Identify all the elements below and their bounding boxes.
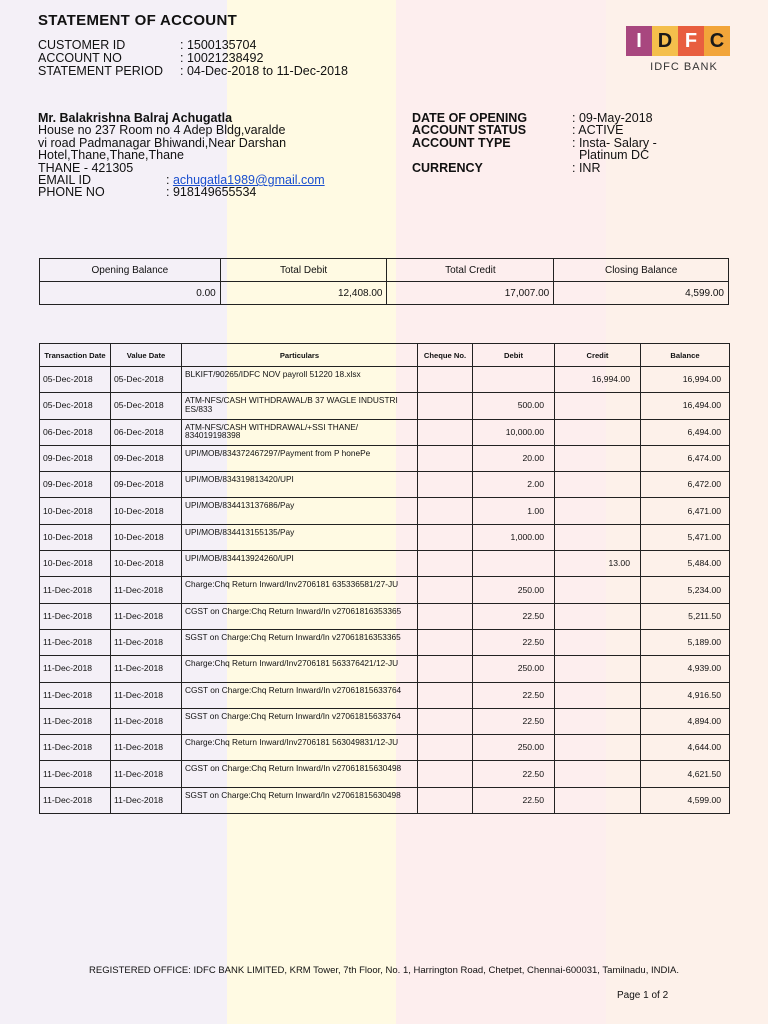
particulars-cell: UPI/MOB/834413155135/Pay: [182, 524, 418, 550]
table-row: [40, 367, 730, 393]
txn-date-cell: 11-Dec-2018: [40, 629, 111, 655]
balance-cell: 5,211.50: [641, 603, 730, 629]
phone-row: [38, 186, 325, 198]
particulars-cell: SGST on Charge:Chq Return Inward/In v27061815630498: [182, 787, 418, 813]
cheque-no-cell: [418, 577, 473, 603]
balance-cell: 4,621.50: [641, 761, 730, 787]
particulars-cell: CGST on Charge:Chq Return Inward/In v27061815633764: [182, 682, 418, 708]
credit-cell: [555, 577, 641, 603]
customer-name: Mr. Balakrishna Balraj Achugatla: [38, 111, 233, 125]
txn-date-cell: 11-Dec-2018: [40, 682, 111, 708]
particulars-cell: UPI/MOB/834413924260/UPI: [182, 551, 418, 577]
table-row: [40, 419, 730, 445]
credit-cell: 16,994.00: [555, 367, 641, 393]
account-label: [412, 149, 572, 161]
cheque-no-cell: [418, 393, 473, 419]
balance-cell: 4,644.00: [641, 735, 730, 761]
balance-cell: 5,234.00: [641, 577, 730, 603]
credit-cell: [555, 735, 641, 761]
value-date-cell: 09-Dec-2018: [111, 445, 182, 471]
value-date-cell: 10-Dec-2018: [111, 551, 182, 577]
cheque-no-cell: [418, 629, 473, 655]
address-line: vi road Padmanagar Bhiwandi,Near Darshan: [38, 135, 287, 150]
balance-cell: 5,471.00: [641, 524, 730, 550]
cheque-no-cell: [418, 367, 473, 393]
credit-cell: [555, 393, 641, 419]
account-value: : INR: [572, 160, 601, 175]
credit-cell: [555, 761, 641, 787]
txn-date-cell: 10-Dec-2018: [40, 524, 111, 550]
column-header: Balance: [641, 344, 730, 367]
balance-cell: 4,599.00: [641, 787, 730, 813]
table-row: [40, 629, 730, 655]
credit-cell: [555, 682, 641, 708]
value-date-cell: 05-Dec-2018: [111, 393, 182, 419]
cheque-no-cell: [418, 761, 473, 787]
credit-cell: [555, 445, 641, 471]
statement-title: STATEMENT OF ACCOUNT: [38, 12, 238, 29]
phone-value: : 918149655534: [166, 185, 257, 200]
cheque-no-cell: [418, 498, 473, 524]
debit-cell: 250.00: [473, 656, 555, 682]
value-date-cell: 11-Dec-2018: [111, 708, 182, 734]
particulars-cell: SGST on Charge:Chq Return Inward/In v27061816353365: [182, 629, 418, 655]
txn-date-cell: 11-Dec-2018: [40, 708, 111, 734]
meta-label: ACCOUNT NO: [38, 51, 122, 65]
email-link[interactable]: achugatla1989@gmail.com: [172, 173, 325, 187]
meta-value: : 10021238492: [180, 51, 264, 65]
particulars-cell: UPI/MOB/834372467297/Payment from P honePe: [182, 445, 418, 471]
table-row: [40, 524, 730, 550]
value-date-cell: 11-Dec-2018: [111, 603, 182, 629]
account-row-type-cont: [412, 149, 657, 161]
credit-cell: [555, 629, 641, 655]
table-row: [40, 735, 730, 761]
debit-cell: 20.00: [473, 445, 555, 471]
cheque-no-cell: [418, 682, 473, 708]
account-row-currency: [412, 162, 657, 174]
table-row: [40, 656, 730, 682]
meta-label: CUSTOMER ID: [38, 38, 126, 52]
summary-value: 17,007.00: [387, 282, 554, 305]
email-colon: :: [166, 173, 173, 187]
logo-bank-name: IDFC BANK: [650, 61, 718, 73]
transactions-body: [40, 367, 730, 814]
value-date-cell: 11-Dec-2018: [111, 761, 182, 787]
table-row: [40, 603, 730, 629]
logo-letter: F: [678, 26, 704, 56]
credit-cell: [555, 472, 641, 498]
table-row: [40, 445, 730, 471]
customer-address-block: [38, 112, 286, 174]
transactions-header-row: [40, 344, 730, 367]
txn-date-cell: 11-Dec-2018: [40, 761, 111, 787]
txn-date-cell: 11-Dec-2018: [40, 735, 111, 761]
debit-cell: 1,000.00: [473, 524, 555, 550]
debit-cell: 1.00: [473, 498, 555, 524]
cheque-no-cell: [418, 708, 473, 734]
table-row: [40, 708, 730, 734]
summary-value: 4,599.00: [554, 282, 729, 305]
account-label: ACCOUNT TYPE: [412, 135, 511, 150]
value-date-cell: 11-Dec-2018: [111, 787, 182, 813]
value-date-cell: 10-Dec-2018: [111, 498, 182, 524]
meta-row-statement-period: [38, 65, 348, 78]
particulars-cell: UPI/MOB/834413137686/Pay: [182, 498, 418, 524]
table-row: [40, 498, 730, 524]
txn-date-cell: 11-Dec-2018: [40, 787, 111, 813]
cheque-no-cell: [418, 787, 473, 813]
account-label: DATE OF OPENING: [412, 111, 528, 125]
account-label: ACCOUNT STATUS: [412, 123, 527, 138]
cheque-no-cell: [418, 603, 473, 629]
table-row: [40, 577, 730, 603]
txn-date-cell: 11-Dec-2018: [40, 603, 111, 629]
particulars-cell: ATM-NFS/CASH WITHDRAWAL/+SSI THANE/ 834019198398: [182, 419, 418, 445]
txn-date-cell: 05-Dec-2018: [40, 393, 111, 419]
txn-date-cell: 10-Dec-2018: [40, 498, 111, 524]
account-value: : 09-May-2018: [572, 111, 653, 125]
address-line: THANE - 421305: [38, 160, 134, 175]
summary-table: [39, 258, 729, 305]
column-header: Transaction Date: [40, 344, 111, 367]
balance-cell: 4,939.00: [641, 656, 730, 682]
column-header: Credit: [555, 344, 641, 367]
summary-value: 12,408.00: [220, 282, 387, 305]
balance-cell: 6,472.00: [641, 472, 730, 498]
particulars-cell: ATM-NFS/CASH WITHDRAWAL/B 37 WAGLE INDUSTRI ES/833: [182, 393, 418, 419]
cheque-no-cell: [418, 419, 473, 445]
table-row: [40, 682, 730, 708]
particulars-cell: UPI/MOB/834319813420/UPI: [182, 472, 418, 498]
value-date-cell: 06-Dec-2018: [111, 419, 182, 445]
summary-header: Closing Balance: [554, 259, 729, 282]
cheque-no-cell: [418, 445, 473, 471]
cheque-no-cell: [418, 656, 473, 682]
credit-cell: [555, 498, 641, 524]
cheque-no-cell: [418, 472, 473, 498]
credit-cell: [555, 656, 641, 682]
value-date-cell: 11-Dec-2018: [111, 656, 182, 682]
debit-cell: 2.00: [473, 472, 555, 498]
particulars-cell: BLKIFT/90265/IDFC NOV payroll 51220 18.xlsx: [182, 367, 418, 393]
credit-cell: [555, 787, 641, 813]
balance-cell: 5,484.00: [641, 551, 730, 577]
summary-header: Total Credit: [387, 259, 554, 282]
particulars-cell: Charge:Chq Return Inward/Inv2706181 563049831/12-JU: [182, 735, 418, 761]
summary-header: Total Debit: [220, 259, 387, 282]
value-date-cell: 11-Dec-2018: [111, 577, 182, 603]
meta-value: : 1500135704: [180, 38, 257, 52]
transactions-table: [39, 343, 730, 814]
credit-cell: [555, 524, 641, 550]
debit-cell: 22.50: [473, 629, 555, 655]
balance-cell: 16,994.00: [641, 367, 730, 393]
logo-letter: D: [652, 26, 678, 56]
summary-header-row: [40, 259, 729, 282]
debit-cell: 22.50: [473, 682, 555, 708]
debit-cell: [473, 367, 555, 393]
email-label: EMAIL ID: [38, 173, 92, 187]
debit-cell: 250.00: [473, 577, 555, 603]
particulars-cell: SGST on Charge:Chq Return Inward/In v27061815633764: [182, 708, 418, 734]
txn-date-cell: 05-Dec-2018: [40, 367, 111, 393]
meta-value: : 04-Dec-2018 to 11-Dec-2018: [180, 64, 348, 78]
account-value: : Insta- Salary -: [572, 135, 657, 150]
table-row: [40, 761, 730, 787]
logo-letter: C: [704, 26, 730, 56]
balance-cell: 4,916.50: [641, 682, 730, 708]
credit-cell: [555, 603, 641, 629]
registered-office: REGISTERED OFFICE: IDFC BANK LIMITED, KRM Tower, 7th Floor, No. 1, Harrington Road, Chetpet, Chennai-600031, Tamilnadu, INDIA.: [89, 965, 679, 976]
balance-cell: 6,471.00: [641, 498, 730, 524]
value-date-cell: 09-Dec-2018: [111, 472, 182, 498]
debit-cell: 10,000.00: [473, 419, 555, 445]
value-date-cell: 10-Dec-2018: [111, 524, 182, 550]
account-details: [412, 112, 657, 174]
account-label: CURRENCY: [412, 160, 483, 175]
account-value: Platinum DC: [572, 148, 650, 163]
txn-date-cell: 06-Dec-2018: [40, 419, 111, 445]
table-row: [40, 551, 730, 577]
table-row: [40, 787, 730, 813]
debit-cell: 22.50: [473, 708, 555, 734]
txn-date-cell: 11-Dec-2018: [40, 656, 111, 682]
table-row: [40, 393, 730, 419]
value-date-cell: 11-Dec-2018: [111, 682, 182, 708]
debit-cell: 22.50: [473, 787, 555, 813]
customer-contact: [38, 174, 325, 199]
value-date-cell: 05-Dec-2018: [111, 367, 182, 393]
value-date-cell: 11-Dec-2018: [111, 629, 182, 655]
debit-cell: 500.00: [473, 393, 555, 419]
cheque-no-cell: [418, 735, 473, 761]
cheque-no-cell: [418, 524, 473, 550]
txn-date-cell: 09-Dec-2018: [40, 445, 111, 471]
page-number: Page 1 of 2: [617, 990, 669, 1001]
balance-cell: 16,494.00: [641, 393, 730, 419]
particulars-cell: Charge:Chq Return Inward/Inv2706181 635336581/27-JU: [182, 577, 418, 603]
credit-cell: [555, 419, 641, 445]
address-line: House no 237 Room no 4 Adep Bldg,varalde: [38, 123, 286, 138]
account-value: : ACTIVE: [572, 123, 624, 138]
debit-cell: 22.50: [473, 761, 555, 787]
column-header: Value Date: [111, 344, 182, 367]
column-header: Particulars: [182, 344, 418, 367]
credit-cell: 13.00: [555, 551, 641, 577]
address-line: Hotel,Thane,Thane,Thane: [38, 148, 184, 163]
txn-date-cell: 09-Dec-2018: [40, 472, 111, 498]
account-row-status: [412, 124, 657, 136]
cheque-no-cell: [418, 551, 473, 577]
debit-cell: [473, 551, 555, 577]
balance-cell: 4,894.00: [641, 708, 730, 734]
balance-cell: 5,189.00: [641, 629, 730, 655]
value-date-cell: 11-Dec-2018: [111, 735, 182, 761]
summary-value-row: [40, 282, 729, 305]
txn-date-cell: 11-Dec-2018: [40, 577, 111, 603]
table-row: [40, 472, 730, 498]
idfc-logo: [626, 26, 730, 56]
summary-value: 0.00: [40, 282, 221, 305]
particulars-cell: Charge:Chq Return Inward/Inv2706181 563376421/12-JU: [182, 656, 418, 682]
summary-header: Opening Balance: [40, 259, 221, 282]
balance-cell: 6,494.00: [641, 419, 730, 445]
statement-meta: [38, 39, 348, 78]
particulars-cell: CGST on Charge:Chq Return Inward/In v27061815630498: [182, 761, 418, 787]
particulars-cell: CGST on Charge:Chq Return Inward/In v27061816353365: [182, 603, 418, 629]
column-header: Debit: [473, 344, 555, 367]
balance-cell: 6,474.00: [641, 445, 730, 471]
phone-label: PHONE NO: [38, 185, 105, 200]
column-header: Cheque No.: [418, 344, 473, 367]
debit-cell: 22.50: [473, 603, 555, 629]
txn-date-cell: 10-Dec-2018: [40, 551, 111, 577]
logo-letter: I: [626, 26, 652, 56]
credit-cell: [555, 708, 641, 734]
meta-label: STATEMENT PERIOD: [38, 64, 164, 78]
debit-cell: 250.00: [473, 735, 555, 761]
